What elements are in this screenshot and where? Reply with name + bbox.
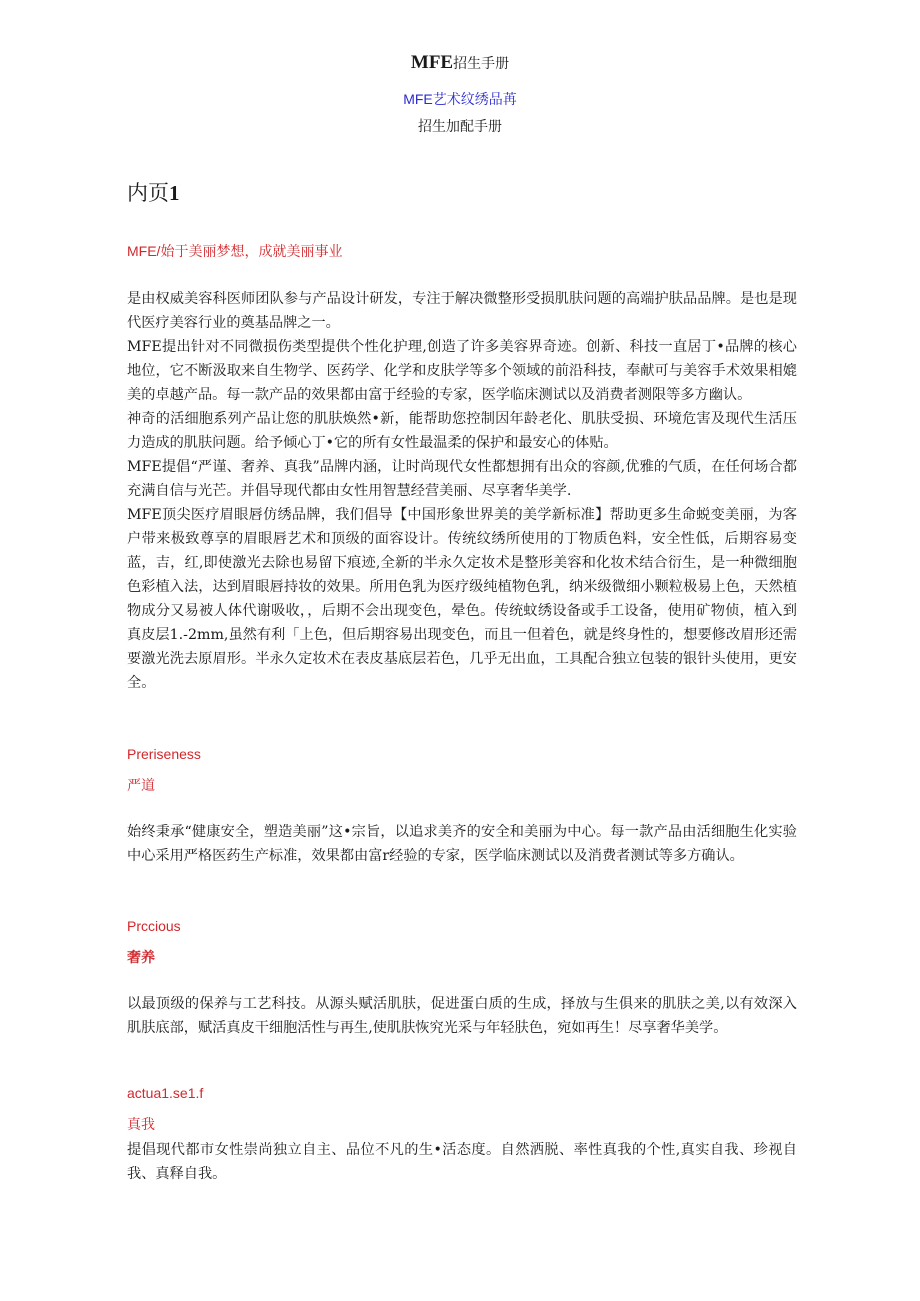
intro-paragraph: MFE顶尖医疗眉眼唇仿绣品牌，我们倡导【中国形象世界美的美学新标准】帮助更多生命蜕变美丽，为客户带来极致尊享的眉眼唇艺术和顶级的面容设计。传统纹绣所使用的丁物质色料，安全性低，后期容易变蓝，吉，红,即使激光去除也易留下痕迹,全新的半永久定妆术是整形美容和化妆术结合衍生，是一种微细胞色彩植入法，达到眉眼唇持妆的效果。所用色乳为医疗级纯植物色乳，纳米级微细小颗粒极易上色，天然植物成分又易被人体代谢吸收，，后期不会出现变色，晕色。传统蚊绣设备或手工设备，使用矿物侦，植入到真皮层1.-2mm,虽然有利「上色，但后期容易出现变色，而且一但着色，就是终身性的，想要修改眉形还需要激光洗去原眉形。半永久定妆术在表皮基底层若色，几乎无出血，工具配合独立包装的银针头使用，更安全。 xyxy=(127,507,797,691)
value-paragraph: 始终秉承“健康安全，塑造美丽”这•宗旨，以追求美齐的安全和美丽为中心。每一款产品由活细胞生化实验中心采用严格医药生产标准，效果都由富r经验的专家，医学临床测试以及消费者测试等多方确认。 xyxy=(127,824,797,864)
document-subtitle-2: 招生加配手册 xyxy=(418,119,502,135)
value-text xyxy=(127,820,797,868)
intro-paragraph: 神奇的活细胞系列产品让您的肌肤焕然•新，能帮助您控制因年龄老化、肌肤受损、环境危害及现代生活压力造成的肌肤问题。给予倾心丁•它的所有女性最温柔的保护和最安心的体贴。 xyxy=(127,411,797,451)
section-number: 1 xyxy=(169,181,180,205)
value-heading-zh: 真我 xyxy=(127,1117,155,1133)
intro-text xyxy=(127,287,797,695)
value-heading-zh: 奢养 xyxy=(127,950,155,966)
document-subtitle: MFE艺术纹绣品苒 xyxy=(403,91,517,107)
value-heading-en: Prccious xyxy=(127,918,181,934)
value-paragraph: 提倡现代都市女性崇尚独立自主、品位不凡的生•活态度。自然洒脱、率性真我的个性,真实自我、珍视自我、真释自我。 xyxy=(127,1142,797,1182)
value-text xyxy=(127,1138,797,1186)
document-title xyxy=(0,52,920,74)
title-suffix: 招生手册 xyxy=(453,56,510,72)
value-heading-en: Preriseness xyxy=(127,746,201,762)
value-paragraph: 以最顶级的保养与工艺科技。从源头赋活肌肤，促进蛋白质的生成，择放与生俱来的肌肤之美,以有效深入肌肤底部，赋活真皮干细胞活性与再生,使肌肤恢究光采与年轻肤色，宛如再生！尽享奢华美学。 xyxy=(127,996,797,1036)
tagline: MFE/始于美丽梦想，成就美丽事业 xyxy=(127,243,343,259)
intro-paragraph: 是由权威美容科医师团队参与产品设计研发，专注于解决微整形受损肌肤问题的高端护肤品品牌。是也是现代医疗美容行业的奠基品牌之一。 xyxy=(127,291,797,331)
intro-paragraph: MFE提出针对不同微损伤类型提供个性化护理,创造了许多美容界奇迹。创新、科技一直居丁•品牌的核心地位，它不断汲取来自生物学、医药学、化学和皮肤学等多个领域的前沿科技，奉献可与美容手术效果相媲美的卓越产品。每一款产品的效果都由富于经验的专家，医学临床测试以及消费者测限等多方幽认。 xyxy=(127,339,797,403)
intro-paragraph: MFE提倡“严谨、奢养、真我”品牌内涵，让时尚现代女性都想拥有出众的容颜,优雅的气质，在任何场合都充满自信与光芒。并倡导现代都由女性用智慧经营美丽、尽享奢华美学. xyxy=(127,459,797,499)
section-heading xyxy=(127,177,180,207)
value-text xyxy=(127,992,797,1040)
value-heading-zh: 严道 xyxy=(127,778,155,794)
title-brand: MFE xyxy=(410,52,454,73)
section-label: 内页 xyxy=(127,181,169,205)
value-heading-en: actua1.se1.f xyxy=(127,1085,204,1101)
